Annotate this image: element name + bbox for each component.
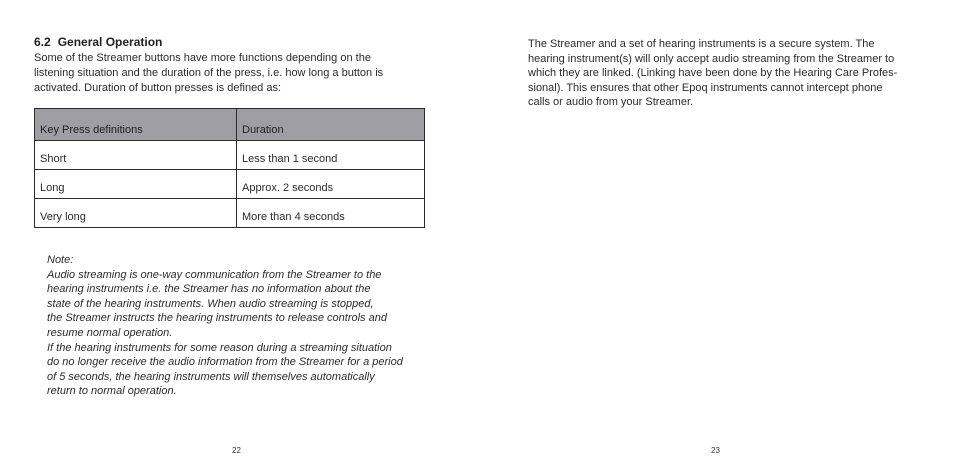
table-cell: Long <box>35 170 237 199</box>
page-number-left: 22 <box>232 446 241 455</box>
note-label: Note: <box>47 254 74 266</box>
note-line: Audio streaming is one-way communication from the Streamer to the <box>47 268 382 281</box>
note-line: the Streamer instructs the hearing instruments to release controls and <box>47 312 387 325</box>
body-line: The Streamer and a set of hearing instruments is a secure system. The <box>528 38 875 50</box>
table-row <box>35 170 425 199</box>
table-header-key-press: Key Press definitions <box>35 109 237 141</box>
note-line: state of the hearing instruments. When audio streaming is stopped, <box>47 297 374 310</box>
section-title: General Operation <box>57 35 163 49</box>
note-line: hearing instruments i.e. the Streamer has no information about the <box>47 283 371 296</box>
body-line: sional). This ensures that other Epoq instruments cannot intercept phone <box>528 81 883 94</box>
right-page <box>477 0 954 474</box>
table-cell: Very long <box>35 199 237 228</box>
note-line: return to normal operation. <box>47 385 177 398</box>
table-cell: Less than 1 second <box>237 141 425 170</box>
note-block <box>47 253 437 399</box>
table-header-row <box>35 109 425 141</box>
table-row <box>35 141 425 170</box>
key-press-table <box>34 108 425 228</box>
section-heading <box>34 35 162 49</box>
body-line: hearing instrument(s) will only accept audio streaming from the Streamer to <box>528 52 895 65</box>
page-number-right: 23 <box>711 446 720 455</box>
table-cell: Approx. 2 seconds <box>237 170 425 199</box>
security-paragraph <box>528 37 928 110</box>
intro-line: listening situation and the duration of the press, i.e. how long a button is <box>34 67 384 79</box>
note-line: resume normal operation. <box>47 326 173 339</box>
intro-paragraph <box>34 51 434 96</box>
table-cell: More than 4 seconds <box>237 199 425 228</box>
note-line: of 5 seconds, the hearing instruments will themselves automatically <box>47 370 375 383</box>
intro-line: Some of the Streamer buttons have more functions depending on the <box>34 52 371 64</box>
table-cell: Short <box>35 141 237 170</box>
body-line: which they are linked. (Linking have been done by the Hearing Care Profes- <box>528 67 898 80</box>
section-number: 6.2 <box>34 35 51 49</box>
note-line: If the hearing instruments for some reason during a streaming situation <box>47 341 392 354</box>
note-line: do no longer receive the audio information from the Streamer for a period <box>47 356 403 369</box>
intro-line: activated. Duration of button presses is defined as: <box>34 82 282 94</box>
table-row <box>35 199 425 228</box>
body-line: calls or audio from your Streamer. <box>528 96 694 109</box>
table-header-duration: Duration <box>237 109 425 141</box>
